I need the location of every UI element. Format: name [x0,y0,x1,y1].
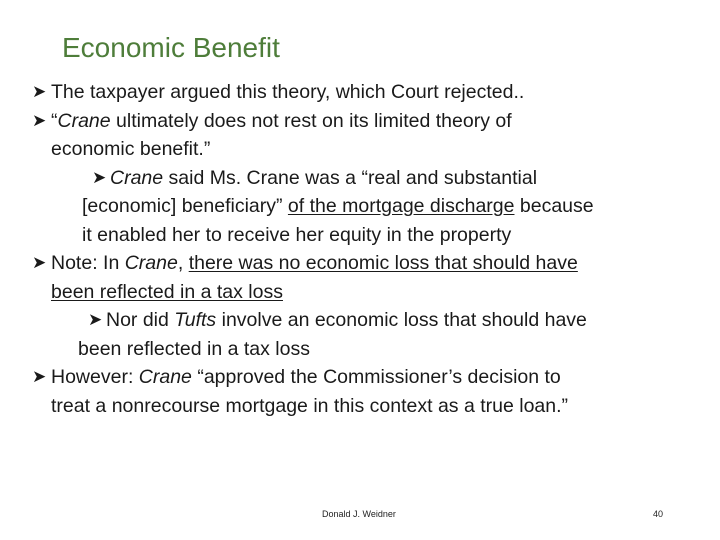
bullet-4-case-name: Crane [124,252,178,274]
slide-title: Economic Benefit [62,32,280,63]
bullet-4-underlined-1: there was no economic loss that should have [188,252,578,274]
slide-content [32,78,704,420]
bullet-5 [32,306,704,335]
bullet-4-text-a: Note: In [51,252,125,274]
arrow-bullet-icon: ➤ [32,367,47,386]
bullet-6-text-a: However: [51,366,139,388]
bullet-5-text-a: Nor did [106,309,175,331]
bullet-4-underlined-2: been reflected in a tax loss [51,280,283,303]
bullet-6-line-2: treat a nonrecourse mortgage in this context as a true loan.” [51,394,569,417]
bullet-2 [32,107,704,136]
bullet-3-line-2a: [economic] beneficiary” [82,195,288,217]
bullet-3-underlined: of the mortgage discharge [287,195,515,217]
bullet-3-line-3: it enabled her to receive her equity in the property [82,223,512,246]
bullet-4 [32,249,704,278]
bullet-3-case-name: Crane [110,166,164,189]
bullet-2-text: ultimately does not rest on its limited theory of [110,109,512,132]
bullet-3-line-2b: because [514,195,594,217]
bullet-3-continuation [32,192,704,221]
bullet-4-continuation [32,278,704,307]
bullet-2-continuation [32,135,704,164]
footer-author: Donald J. Weidner [322,509,396,519]
arrow-bullet-icon: ➤ [32,82,47,101]
arrow-bullet-icon: ➤ [32,110,47,130]
bullet-6-text-b: “approved the Commissioner’s decision to [191,366,561,388]
bullet-2-line-2: economic benefit.” [51,138,211,160]
bullet-5-case-name: Tufts [174,309,217,331]
bullet-4-text-b: , [177,252,189,274]
bullet-5-continuation [32,335,704,364]
bullet-6-continuation [32,392,704,421]
page-number: 40 [652,509,663,519]
bullet-6 [32,363,704,392]
arrow-bullet-icon: ➤ [32,253,47,272]
bullet-3-continuation-2 [32,221,704,250]
bullet-2-case-name: Crane [57,109,111,132]
bullet-5-line-2: been reflected in a tax loss [78,337,310,360]
bullet-1 [32,78,704,107]
arrow-bullet-icon: ➤ [88,310,103,329]
bullet-2-quote-open: “ [51,109,58,132]
bullet-3 [32,164,704,193]
bullet-5-text-b: involve an economic loss that should have [216,309,587,331]
bullet-6-case-name: Crane [138,366,192,388]
bullet-1-text: The taxpayer argued this theory, which Court rejected.. [51,81,525,103]
bullet-3-text: said Ms. Crane was a “real and substantial [163,166,538,189]
arrow-bullet-icon: ➤ [92,167,107,187]
